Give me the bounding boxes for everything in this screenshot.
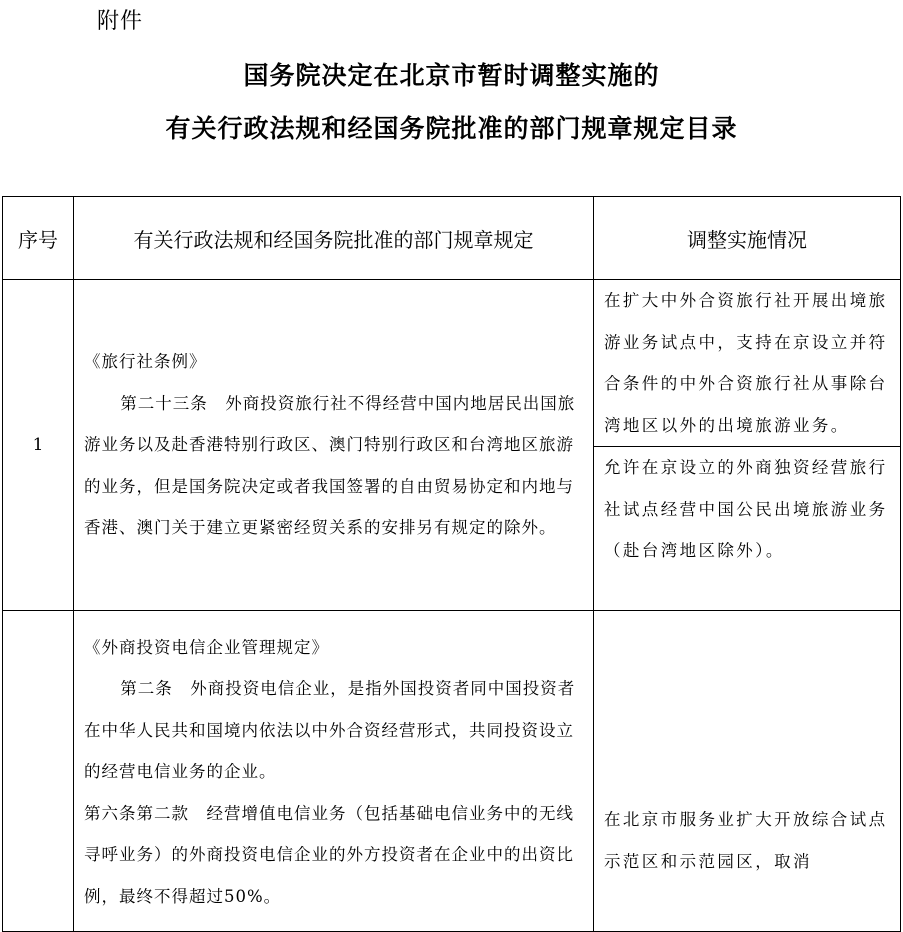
table-row [3,611,901,932]
table-header-row [3,197,901,280]
header-regulation: 有关行政法规和经国务院批准的部门规章规定 [74,197,594,280]
document-title-line-2: 有关行政法规和经国务院批准的部门规章规定目录 [165,114,738,143]
adjustment-cell [594,280,901,611]
row-number: 1 [3,280,74,611]
adjustment-text-2: 允许在京设立的外商独资经营旅行社试点经营中国公民出境旅游业务（赴台湾地区除外）。 [604,458,888,560]
adjustment-cell [594,611,901,932]
adjustment-divider [594,446,900,572]
adjustment-text: 在北京市服务业扩大开放综合试点示范区和示范园区，取消 [604,810,888,871]
table-row [3,280,901,611]
regulation-paragraph-2: 第六条第二款 经营增值电信业务（包括基础电信业务中的无线寻呼业务）的外商投资电信企业的外方投资者在企业中的出资比例，最终不得超过50%。 [84,803,574,906]
regulation-paragraph-1: 第二条 外商投资电信企业，是指外国投资者同中国投资者在中华人民共和国境内依法以中外合资经营形式，共同投资设立的经营电信业务的企业。 [84,679,576,782]
attachment-label: 附件 [97,9,144,34]
row-number [3,611,74,932]
regulations-table [2,196,901,932]
document-title-line-1: 国务院决定在北京市暂时调整实施的 [243,61,660,90]
adjustment-text-1: 在扩大中外合资旅行社开展出境旅游业务试点中，支持在京设立并符合条件的中外合资旅行社从事除台湾地区以外的出境旅游业务。 [604,291,888,435]
header-serial-number: 序号 [3,197,74,280]
regulation-cell [74,611,594,932]
regulation-text: 第二十三条 外商投资旅行社不得经营中国内地居民出国旅游业务以及赴香港特别行政区、澳门特别行政区和台湾地区旅游的业务，但是国务院决定或者我国签署的自由贸易协定和内地与香港、澳门关于建立更紧密经贸关系的安排另有规定的除外。 [84,393,576,538]
regulation-name: 《旅行社条例》 [84,352,207,372]
regulation-name: 《外商投资电信企业管理规定》 [84,637,329,657]
header-adjustment: 调整实施情况 [594,197,901,280]
regulation-cell [74,280,594,611]
